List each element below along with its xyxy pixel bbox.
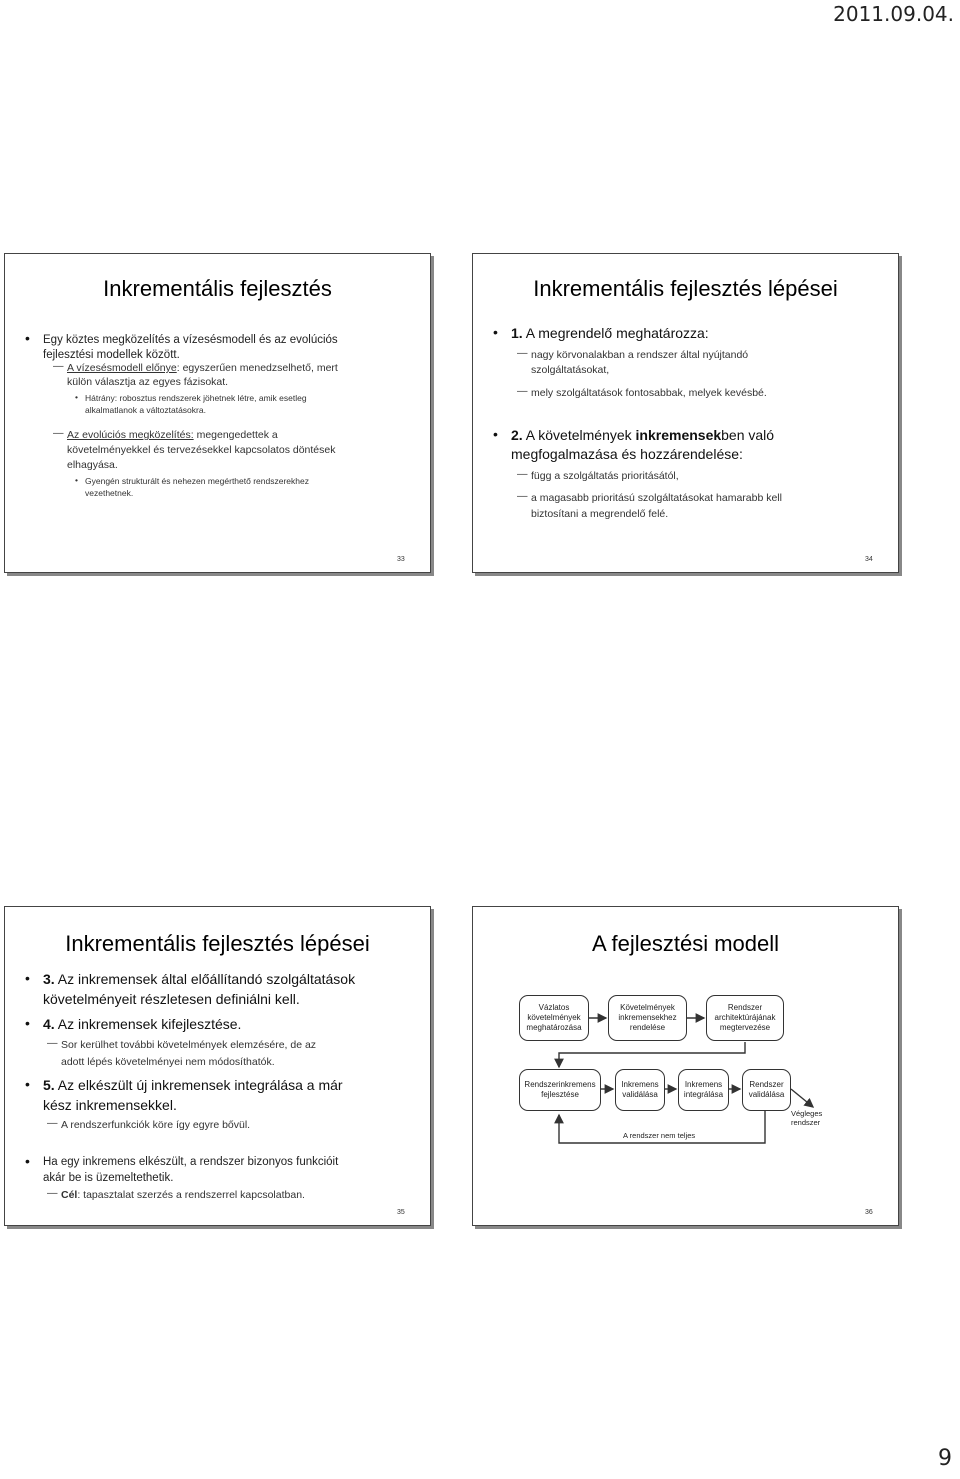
slide-number: 36 [865, 1209, 873, 1216]
subsubitem-text: alkalmatlanok a változtatásokra. [85, 405, 206, 415]
bullet-text: Ha egy inkremens elkészült, a rendszer bizonyos funkcióit [43, 1156, 339, 1168]
slide-number: 35 [397, 1209, 405, 1216]
slide-33 [4, 253, 431, 573]
bullet-icon: • [25, 970, 30, 986]
process-diagram [513, 985, 853, 1160]
subitem-text: A vízesésmodell előnye: egyszerűen menedzselhető, mert [67, 362, 338, 374]
subitem-text: elhagyása. [67, 459, 118, 471]
bullet-icon: • [25, 1153, 30, 1169]
bullet-icon: • [25, 1015, 30, 1031]
dash-icon: — [517, 468, 528, 480]
subitem-text: Cél: tapasztalat szerzés a rendszerrel kapcsolatban. [61, 1189, 305, 1201]
dash-icon: — [53, 360, 64, 372]
bullet-text: 2. A követelmények inkremensekben való [511, 427, 775, 443]
subitem-text: Sor kerülhet további követelmények elemzésére, de az [61, 1039, 317, 1051]
bullet-text: kész inkremensekkel. [43, 1097, 177, 1113]
bullet-icon: • [493, 426, 498, 442]
subitem-text: adott lépés követelményei nem módosíthatók. [61, 1056, 275, 1068]
subitem-text: biztosítani a megrendelő felé. [531, 508, 669, 520]
subsubitem-text: Gyengén strukturált és nehezen megérthető rendszerekhez [85, 476, 309, 486]
subsubitem-text: vezethetnek. [85, 488, 134, 498]
slide-36 [472, 906, 899, 1226]
bullet-text: követelményeit részletesen definiálni kell. [43, 991, 300, 1007]
dash-icon: — [517, 490, 528, 502]
bullet-icon: • [75, 475, 78, 485]
bullet-text: 5. Az elkészült új inkremensek integrálása a már [43, 1077, 343, 1093]
subitem-text: mely szolgáltatások fontosabbak, melyek kevésbé. [531, 387, 767, 399]
bullet-text: megfogalmazása és hozzárendelése: [511, 446, 743, 462]
bullet-icon: • [75, 392, 78, 402]
slide-number: 33 [397, 556, 405, 563]
bullet-icon: • [25, 330, 30, 346]
diagram-box-architektura: Rendszer architektúrájának megtervezése [706, 995, 784, 1041]
slide-34 [472, 253, 899, 573]
subitem-text: A rendszerfunkciók köre így egyre bővül. [61, 1119, 251, 1131]
subitem-text: függ a szolgáltatás prioritásától, [531, 470, 679, 482]
bullet-text: 4. Az inkremensek kifejlesztése. [43, 1016, 242, 1032]
subitem-text: külön választja az egyes fázisokat. [67, 376, 229, 388]
dash-icon: — [47, 1187, 58, 1199]
subitem-text: szolgáltatásokat, [531, 364, 610, 376]
bullet-icon: • [25, 1076, 30, 1092]
bullet-text: 1. A megrendelő meghatározza: [511, 325, 709, 341]
subitem-text: nagy körvonalakban a rendszer által nyújtandó [531, 349, 749, 361]
bullet-text: Egy köztes megközelítés a vízesésmodell és az evolúciós [43, 334, 338, 346]
subitem-text: követelményekkel és tervezésekkel kapcsolatos döntések [67, 444, 336, 456]
diagram-box-fejlesztes: Rendszerinkremens fejlesztése [519, 1069, 601, 1111]
dash-icon: — [47, 1037, 58, 1049]
diagram-final-label: Végleges rendszer [791, 1109, 823, 1127]
dash-icon: — [53, 427, 64, 439]
diagram-loop-label: A rendszer nem teljes [623, 1131, 696, 1140]
subitem-text: a magasabb prioritású szolgáltatásokat hamarabb kell [531, 492, 782, 504]
subsubitem-text: Hátrány: robosztus rendszerek jöhetnek létre, amik esetleg [85, 393, 307, 403]
slide-title: Inkrementális fejlesztés lépései [65, 931, 370, 956]
dash-icon: — [47, 1117, 58, 1129]
diagram-box-rendszer-validalas: Rendszer validálása [742, 1069, 791, 1111]
dash-icon: — [517, 385, 528, 397]
bullet-text: fejlesztési modellek között. [43, 349, 180, 361]
header-date: 2011.09.04. [833, 2, 954, 26]
bullet-text: akár be is üzemeltethetik. [43, 1172, 174, 1184]
page-number: 9 [938, 1446, 952, 1471]
dash-icon: — [517, 347, 528, 359]
slide-title: Inkrementális fejlesztés lépései [533, 276, 838, 301]
diagram-box-inkremens-validalas: Inkremens validálása [615, 1069, 665, 1111]
diagram-box-vazlatos: Vázlatos követelmények meghatározása [519, 995, 589, 1041]
bullet-text: 3. Az inkremensek által előállítandó szolgáltatások [43, 971, 356, 987]
slide-title: A fejlesztési modell [591, 931, 780, 956]
slide-title: Inkrementális fejlesztés [103, 276, 332, 301]
slide-number: 34 [865, 556, 873, 563]
diagram-box-integralas: Inkremens integrálása [678, 1069, 729, 1111]
subitem-text: Az evolúciós megközelítés: megengedettek a [67, 429, 278, 441]
diagram-box-kovetelmenyek: Követelmények inkremensekhez rendelése [608, 995, 687, 1041]
bullet-icon: • [493, 324, 498, 340]
slide-35 [4, 906, 431, 1226]
